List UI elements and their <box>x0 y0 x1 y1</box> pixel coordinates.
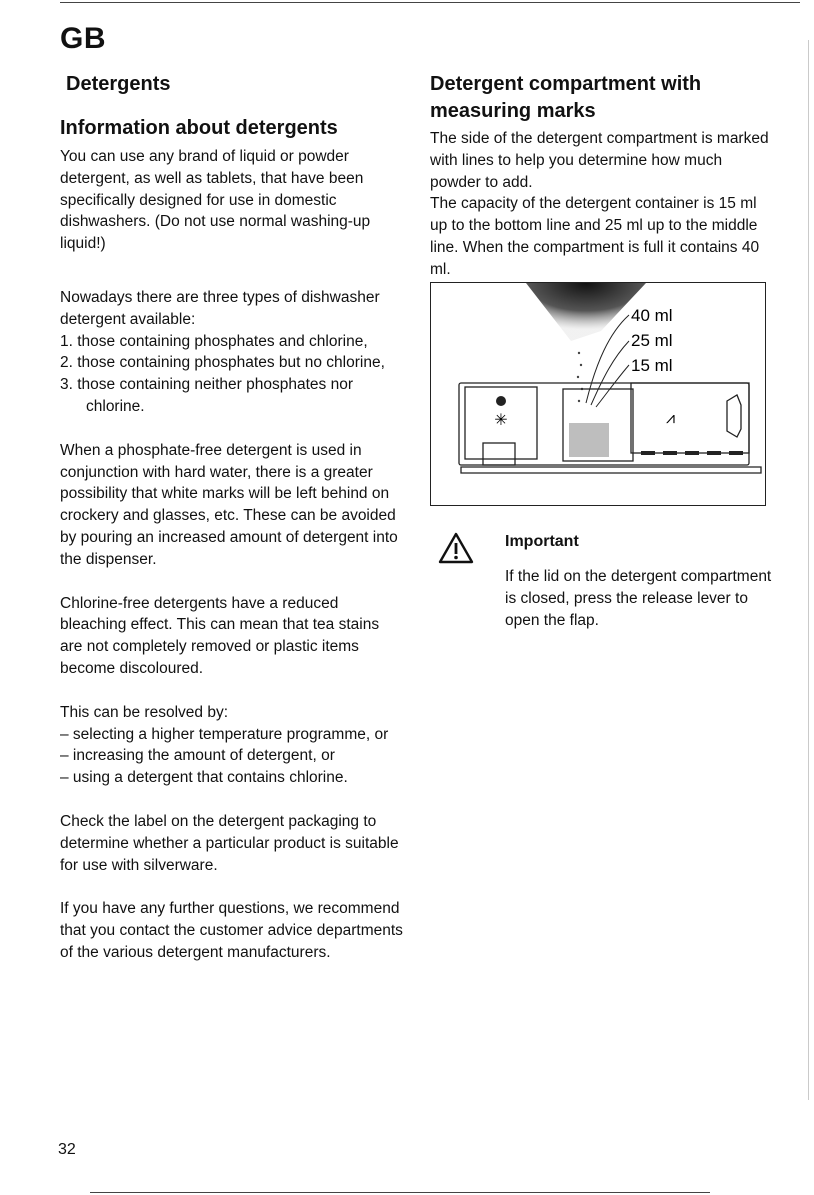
list-item: 1. those containing phosphates and chlorine, <box>60 332 368 350</box>
dispenser-drawing <box>431 283 765 505</box>
types-list <box>60 331 405 418</box>
language-label: GB <box>60 22 106 55</box>
types-block <box>60 287 405 418</box>
compartment-paragraph-2: The capacity of the detergent container is 15 ml up to the bottom line and 25 ml up to the middle line. When the compartment is full it contains 40 ml. <box>430 195 760 278</box>
right-text <box>430 128 775 281</box>
page-number: 32 <box>58 1141 76 1158</box>
detergent-fill <box>569 423 609 457</box>
wash-symbol: ⩘ <box>666 408 676 427</box>
mark-label-15: 15 ml <box>631 356 673 375</box>
important-title: Important <box>505 533 579 550</box>
chlorine-free-paragraph: Chlorine-free detergents have a reduced bleaching effect. This can mean that tea stains are not completely removed or plastic items become discoloured. <box>60 594 380 677</box>
powder-dots <box>577 352 583 402</box>
list-item: – increasing the amount of detergent, or <box>60 747 335 765</box>
resolved-list <box>60 724 405 789</box>
questions-paragraph: If you have any further questions, we recommend that you contact the customer advice departments of the various detergent manufacturers. <box>60 900 403 961</box>
section-title: Detergents <box>66 73 171 95</box>
top-rule <box>60 2 800 3</box>
intro-paragraph: You can use any brand of liquid or powder detergent, as well as tablets, that have been specifically designed for use in domestic dishwashers. (Do not use normal washing-up liquid!) <box>60 148 371 253</box>
check-label-paragraph: Check the label on the detergent packaging to determine whether a particular product is suitable for use with silverware. <box>60 812 399 874</box>
left-column <box>60 146 405 986</box>
list-item: – selecting a higher temperature programme, or <box>60 725 389 743</box>
rinse-indicator <box>496 396 506 406</box>
powder-stream <box>526 283 646 341</box>
list-item: 3. those containing neither phosphates nor chlorine. <box>60 376 353 415</box>
important-text: If the lid on the detergent compartment is closed, press the release lever to open the flap. <box>505 568 772 629</box>
warning-icon <box>438 532 474 564</box>
sparkle-symbol: ✳ <box>494 410 508 429</box>
bottom-rule <box>90 1192 710 1193</box>
list-item: 2. those containing phosphates but no chlorine, <box>60 354 385 372</box>
compartment-paragraph-1: The side of the detergent compartment is marked with lines to help you determine how much powder to add. <box>430 130 769 191</box>
resolved-block <box>60 702 405 789</box>
mark-label-25: 25 ml <box>631 331 673 350</box>
resolved-intro: This can be resolved by: <box>60 703 229 721</box>
compartment-illustration <box>430 282 766 506</box>
edge-mark <box>808 40 809 1100</box>
types-intro: Nowadays there are three types of dishwasher detergent available: <box>60 288 380 328</box>
phosphate-free-paragraph: When a phosphate-free detergent is used in conjunction with hard water, there is a greater possibility that white marks will be left behind on crockery and glasses, etc. These can be avoided by pouring an increased amount of detergent into the dispenser. <box>60 441 398 568</box>
right-title: Detergent compartment with measuring marks <box>430 73 702 122</box>
subsection-title: Information about detergents <box>60 117 338 139</box>
list-item: – using a detergent that contains chlorine. <box>60 769 348 787</box>
mark-label-40: 40 ml <box>631 306 673 325</box>
